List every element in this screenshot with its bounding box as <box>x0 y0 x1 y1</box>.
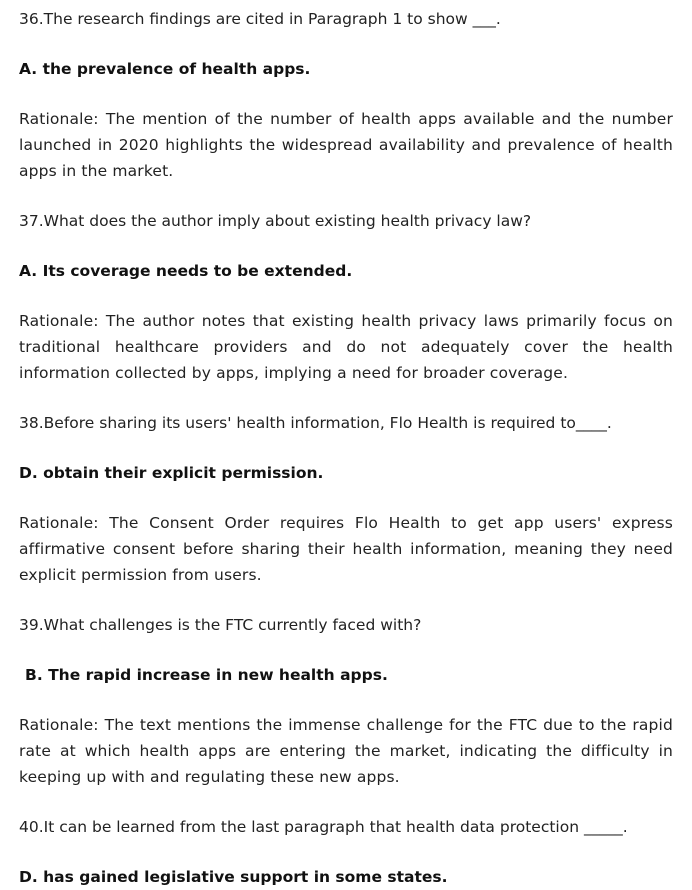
answer-38: D. obtain their explicit permission. <box>19 464 324 482</box>
answer-39: B. The rapid increase in new health apps. <box>25 666 388 684</box>
rationale-38: Rationale: The Consent Order requires Flo Health to get app users' express affirmative consent before sharing their health information, meaning they need explicit permission from users. <box>19 514 673 584</box>
rationale-36: Rationale: The mention of the number of health apps available and the number launched in 2020 highlights the widespread availability and prevalence of health apps in the market. <box>19 110 673 180</box>
rationale-37: Rationale: The author notes that existing health privacy laws primarily focus on traditional healthcare providers and do not adequately cover the health information collected by apps, implying a need for broader coverage. <box>19 312 673 382</box>
question-39: 39.What challenges is the FTC currently faced with? <box>19 616 422 634</box>
answer-40: D. has gained legislative support in some states. <box>19 868 448 886</box>
answer-36: A. the prevalence of health apps. <box>19 60 311 78</box>
question-38: 38.Before sharing its users' health information, Flo Health is required to____. <box>19 414 612 432</box>
answer-37: A. Its coverage needs to be extended. <box>19 262 353 280</box>
rationale-39: Rationale: The text mentions the immense challenge for the FTC due to the rapid rate at which health apps are entering the market, indicating the difficulty in keeping up with and regulating these new apps. <box>19 716 673 786</box>
question-36: 36.The research findings are cited in Paragraph 1 to show ___. <box>19 10 501 28</box>
question-40: 40.It can be learned from the last paragraph that health data protection _____. <box>19 818 628 836</box>
question-37: 37.What does the author imply about existing health privacy law? <box>19 212 532 230</box>
